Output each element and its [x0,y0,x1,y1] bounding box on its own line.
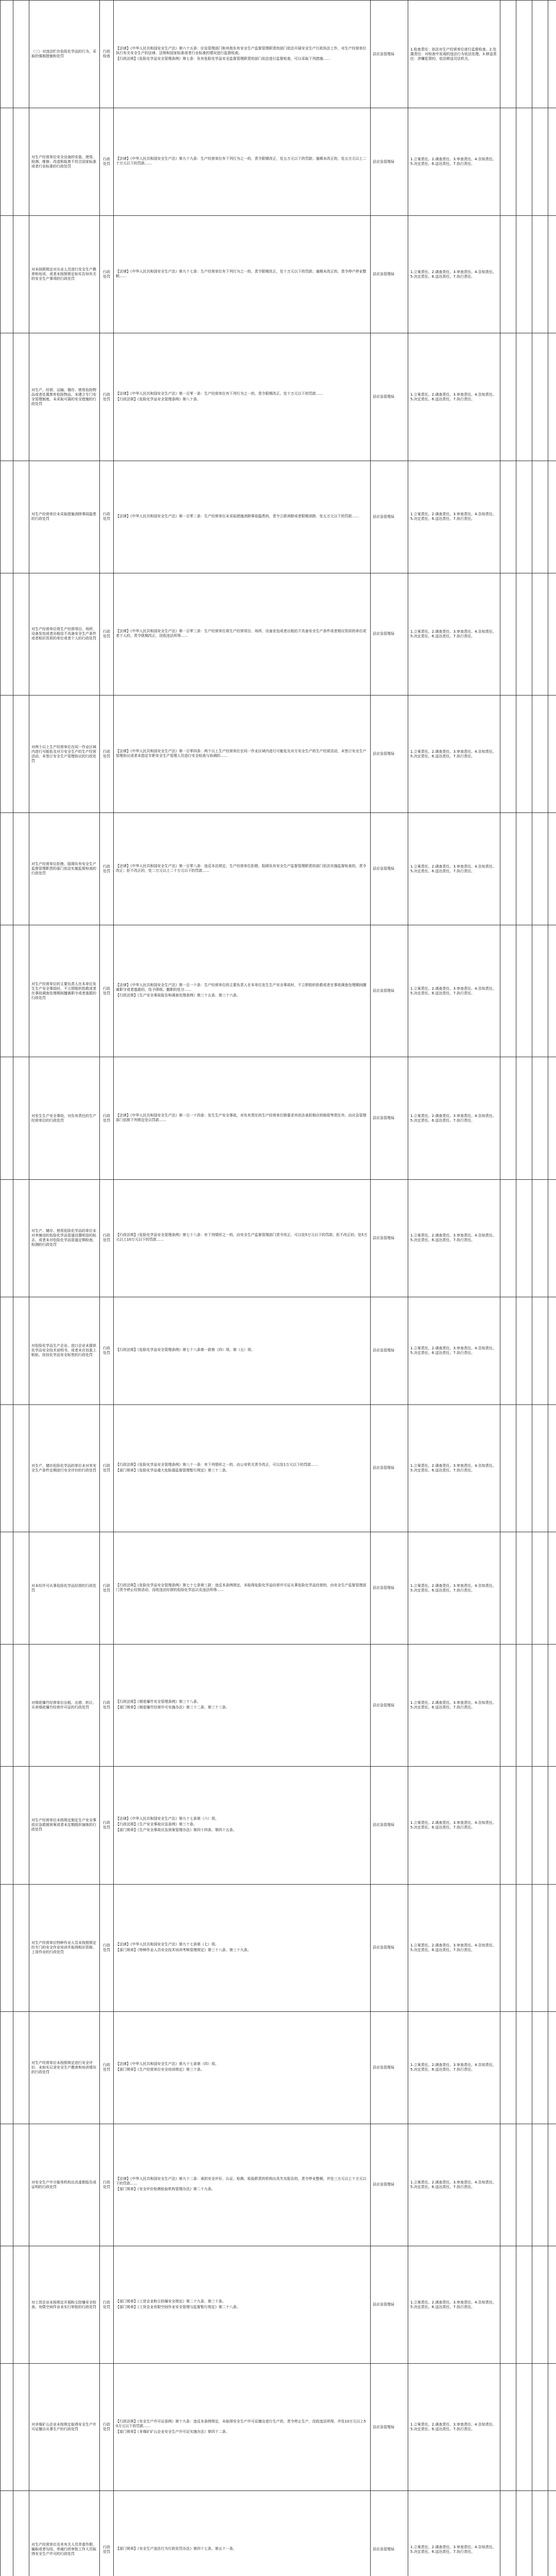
extra-cell-b [516,108,532,216]
responsibility-cell: 1.立案责任。2.调查责任。3.审查责任。4.告知责任。5.决定责任。6.送达责任。7.执行责任。 [408,461,500,573]
basis-paragraph: 【行政法规】《危险化学品安全管理条例》第七条：负有危险化学品安全监督管理职责的部门依法进行监督检查，可以采取下列措施…… [116,56,331,61]
table-row [1,695,556,812]
item-name-cell: 对生产、经营、运输、储存、使用危险物品或者处置废弃危险物品，未建立专门安全管理制度、未采取可靠的安全措施的行政处罚 [29,333,100,461]
item-name-cell: 对工贸企业未按规定开展粉尘防爆安全检查、有限空间作业未实行审批的行政处罚 [29,2246,100,2364]
basis-paragraph: 【法律】《中华人民共和国安全生产法》第一百零一条：生产经营单位有下列行为之一的，责令限期改正，处十万元以下的罚款…… [116,391,323,396]
responsible-dept-cell: 县应急管理局 [371,216,408,333]
responsibility-cell: 1.立案责任。2.调查责任。3.审查责任。4.告知责任。5.决定责任。6.送达责任。7.执行责任。 [408,1404,500,1532]
responsible-dept-cell: 县应急管理局 [371,1,408,108]
extra-cell-a [500,1297,516,1404]
extra-cell-c [532,2124,548,2246]
basis-paragraph: 【法律】《中华人民共和国安全生产法》第一百零三条：生产经营单位将生产经营项目、场所、设备发包或者出租给不具备安全生产条件或者相应资质的单位或者个人的，责令限期改正，没收违法所得…… [116,629,367,638]
extra-cell-c [532,2246,548,2364]
item-kind-cell: 行政处罚 [100,813,114,925]
row-index-cell [1,573,13,695]
row-code-cell [13,461,29,573]
row-code-cell [13,1,29,108]
legal-basis-cell [114,925,371,1057]
extra-cell-d [548,813,556,925]
basis-paragraph: 【部门规章】《生产经营单位安全培训规定》第三十条。 [116,2067,204,2072]
basis-paragraph: 【部门规章】《烟花爆竹经营许可实施办法》第三十二条、第三十三条。 [116,1705,230,1710]
extra-cell-b [516,1,532,108]
extra-cell-d [548,108,556,216]
responsible-dept-cell: 县应急管理局 [371,813,408,925]
row-index-cell [1,2246,13,2364]
responsibility-cell: 1.立案责任。2.调查责任。3.审查责任。4.告知责任。5.决定责任。6.送达责任。7.执行责任。 [408,2246,500,2364]
basis-paragraph: 【部门规章】《生产安全事故应急预案管理办法》第四十四条、第四十五条。 [116,1828,237,1833]
legal-basis-cell [114,813,371,925]
responsible-dept-cell: 县应急管理局 [371,1297,408,1404]
legal-basis-cell [114,695,371,812]
legal-basis-cell [114,1179,371,1297]
responsible-dept-cell: 县应急管理局 [371,2491,408,2576]
extra-cell-b [516,1297,532,1404]
responsible-dept-cell: 县应急管理局 [371,1645,408,1767]
row-code-cell [13,108,29,216]
row-code-cell [13,573,29,695]
item-name-cell: 对生产经营单位特种作业人员未按照规定经专门的安全作业培训并取得相应资格，上岗作业的行政处罚 [29,1884,100,2011]
table-row [1,1767,556,1884]
legal-basis-cell [114,1767,371,1884]
extra-cell-b [516,573,532,695]
responsibility-cell: 1.立案责任。2.调查责任。3.审查责任。4.告知责任。5.决定责任。6.送达责任。7.执行责任。 [408,2364,500,2491]
row-index-cell [1,1,13,108]
legal-basis-cell [114,461,371,573]
responsible-dept-cell: 县应急管理局 [371,2011,408,2124]
item-name-cell: 对两个以上生产经营单位在同一作业区域内进行可能危及对方安全生产的生产经营活动，未签订安全生产管理协议的行政处罚 [29,695,100,812]
extra-cell-c [532,108,548,216]
responsible-dept-cell: 县应急管理局 [371,1404,408,1532]
legal-basis-cell [114,2364,371,2491]
responsible-dept-cell: 县应急管理局 [371,2124,408,2246]
basis-paragraph: 【部门规章】《特种作业人员安全技术培训考核管理规定》第三十八条、第三十九条。 [116,1947,251,1952]
row-code-cell [13,1297,29,1404]
extra-cell-a [500,2124,516,2246]
basis-paragraph: 【部门规章】《安全生产违法行为行政处罚办法》第四十七条、第五十一条。 [116,2547,237,2551]
extra-cell-b [516,2491,532,2576]
extra-cell-c [532,1645,548,1767]
extra-cell-d [548,1532,556,1645]
item-name-cell: 对生产经营单位将生产经营项目、场所、设备发包或者出租给不具备安全生产条件或者相应资质的单位或者个人的行政处罚 [29,573,100,695]
item-kind-cell: 行政处罚 [100,216,114,333]
extra-cell-b [516,1057,532,1179]
basis-paragraph: 【法律】《中华人民共和国安全生产法》第九十二条：承担安全评价、认证、检测、检验职责的机构出具失实报告的，责令停业整顿，并处三万元以上十万元以下的罚款…… [116,2177,367,2186]
extra-cell-a [500,2364,516,2491]
row-code-cell [13,2246,29,2364]
extra-cell-c [532,695,548,812]
item-kind-cell: 行政处罚 [100,2124,114,2246]
extra-cell-d [548,1297,556,1404]
item-kind-cell: 行政处罚 [100,925,114,1057]
extra-cell-a [500,695,516,812]
table-row [1,813,556,925]
responsibility-cell: 1.立案责任。2.调查责任。3.审查责任。4.告知责任。5.决定责任。6.送达责任。7.执行责任。 [408,108,500,216]
item-kind-cell: 行政处罚 [100,695,114,812]
legal-basis-cell [114,573,371,695]
row-index-cell [1,1645,13,1767]
responsibility-cell: 1.立案责任。2.调查责任。3.审查责任。4.告知责任。5.决定责任。6.送达责任。7.执行责任。 [408,925,500,1057]
basis-paragraph: 【法律】《中华人民共和国安全生产法》第九十七条第（七）项。 [116,1942,219,1946]
row-index-cell [1,1179,13,1297]
basis-paragraph: 【行政法规】《安全生产许可证条例》第十九条：违反本条例规定，未取得安全生产许可证擅自进行生产的，责令停止生产，没收违法所得，并处10万元以上50万元以下的罚款…… [116,2419,366,2428]
basis-paragraph: 【行政法规】《危险化学品安全管理条例》第八十条。 [116,397,201,401]
row-index-cell [1,333,13,461]
row-index-cell [1,1532,13,1645]
row-code-cell [13,1532,29,1645]
basis-paragraph: 【法律】《中华人民共和国安全生产法》第九十七条第（六）项。 [116,1817,219,1821]
extra-cell-c [532,461,548,573]
legal-basis-cell [114,2491,371,2576]
basis-paragraph: 【部门规章】《安全评价检测检验机构管理办法》第二十九条。 [116,2187,215,2192]
row-index-cell [1,2124,13,2246]
extra-cell-b [516,461,532,573]
table-row [1,1,556,108]
extra-cell-d [548,1884,556,2011]
row-index-cell [1,2364,13,2491]
item-name-cell: 对烟花爆竹经营单位出租、出借、转让、买卖烟花爆竹经营许可证的行政处罚 [29,1645,100,1767]
item-name-cell: 对生产经营单位未按照规定进行安全评价、未如实记录安全生产教育和培训情况的行政处罚 [29,2011,100,2124]
extra-cell-b [516,216,532,333]
row-code-cell [13,1179,29,1297]
table-row [1,2124,556,2246]
extra-cell-c [532,1404,548,1532]
extra-cell-d [548,2246,556,2364]
extra-cell-d [548,1057,556,1179]
extra-cell-b [516,2124,532,2246]
table-row [1,925,556,1057]
row-code-cell [13,925,29,1057]
item-name-cell: 对生产经营单位的主要负责人在本单位发生生产安全事故时，不立即组织抢救或者在事故调查处理期间擅离职守或者逃匿的行政处罚 [29,925,100,1057]
responsible-dept-cell: 县应急管理局 [371,333,408,461]
row-index-cell [1,108,13,216]
extra-cell-c [532,2491,548,2576]
item-name-cell: 对生产经营单位拒绝、阻碍负有安全生产监督管理职责的部门依法实施监督检查的行政处罚 [29,813,100,925]
extra-cell-b [516,695,532,812]
item-kind-cell: 行政处罚 [100,1057,114,1179]
basis-paragraph: 【部门规章】《危险化学品重大危险源监督管理暂行规定》第三十二条。 [116,1468,230,1472]
extra-cell-a [500,333,516,461]
item-kind-cell: 行政处罚 [100,2011,114,2124]
responsible-dept-cell: 县应急管理局 [371,695,408,812]
responsibility-cell: 1.立案责任。2.调查责任。3.审查责任。4.告知责任。5.决定责任。6.送达责任。7.执行责任。 [408,1884,500,2011]
table-row [1,1297,556,1404]
responsible-dept-cell: 县应急管理局 [371,1057,408,1179]
item-kind-cell: 行政处罚 [100,1179,114,1297]
extra-cell-a [500,2011,516,2124]
table-row [1,2011,556,2124]
row-code-cell [13,216,29,333]
basis-paragraph: 【法律】《中华人民共和国安全生产法》第一百零二条：生产经营单位未采取措施消除事故隐患的，责令立即消除或者限期消除，处五万元以下的罚款…… [116,514,359,518]
responsible-dept-cell: 县应急管理局 [371,2364,408,2491]
extra-cell-d [548,1645,556,1767]
extra-cell-a [500,461,516,573]
item-name-cell: （三）对违法贮存危险化学品的行为，采取的强制措施和处罚 [29,1,100,108]
extra-cell-a [500,2246,516,2364]
extra-cell-a [500,1884,516,2011]
row-index-cell [1,813,13,925]
legal-basis-cell [114,2011,371,2124]
extra-cell-a [500,2491,516,2576]
extra-cell-c [532,2364,548,2491]
responsible-dept-cell: 县应急管理局 [371,108,408,216]
extra-cell-a [500,1532,516,1645]
row-code-cell [13,1404,29,1532]
basis-paragraph: 【法律】《中华人民共和国安全生产法》第一百零四条：两个以上生产经营单位在同一作业区域内进行可能危及对方安全生产的生产经营活动，未签订安全生产管理协议或者未指定专职安全生产管理人员进行安全检查与协调的…… [116,749,367,758]
item-name-cell: 对未按照规定对从业人员进行安全生产教育和培训，或者未按照规定如实告知有关的安全生产事项的行政处罚 [29,216,100,333]
basis-paragraph: 【部门规章】《非煤矿矿山企业安全生产许可证实施办法》第四十二条。 [116,2429,230,2434]
extra-cell-d [548,2124,556,2246]
legal-basis-cell [114,2124,371,2246]
basis-paragraph: 【法律】《中华人民共和国安全生产法》第九十九条：生产经营单位有下列行为之一的，责令限期改正，处五万元以下的罚款；逾期未改正的，处五万元以上二十万元以下的罚款…… [116,157,367,166]
extra-cell-a [500,1057,516,1179]
row-code-cell [13,1884,29,2011]
responsibility-cell: 1.立案责任。2.调查责任。3.审查责任。4.告知责任。5.决定责任。6.送达责任。7.执行责任。 [408,2491,500,2576]
legal-basis-cell [114,1404,371,1532]
responsible-dept-cell: 县应急管理局 [371,925,408,1057]
extra-cell-c [532,1,548,108]
table-row [1,1532,556,1645]
extra-cell-c [532,1767,548,1884]
extra-cell-a [500,1,516,108]
basis-paragraph: 【法律】《中华人民共和国安全生产法》第一百一十四条：发生生产安全事故，对负有责任的生产经营单位除要求其依法承担相应的赔偿等责任外，由应急管理部门依照下列规定处以罚款…… [116,1113,367,1122]
extra-cell-a [500,1645,516,1767]
row-index-cell [1,2011,13,2124]
item-kind-cell: 行政处罚 [100,108,114,216]
legal-basis-cell [114,333,371,461]
responsibility-cell: 1.立案责任。2.调查责任。3.审查责任。4.告知责任。5.决定责任。6.送达责任。7.执行责任。 [408,1645,500,1767]
responsible-dept-cell: 县应急管理局 [371,573,408,695]
extra-cell-d [548,2364,556,2491]
legal-basis-cell [114,1884,371,2011]
responsibility-cell: 1.立案责任。2.调查责任。3.审查责任。4.告知责任。5.决定责任。6.送达责任。7.执行责任。 [408,1767,500,1884]
row-index-cell [1,461,13,573]
row-code-cell [13,1057,29,1179]
table-body [1,1,556,2576]
table-row [1,333,556,461]
responsibility-cell: 1.立案责任。2.调查责任。3.审查责任。4.告知责任。5.决定责任。6.送达责任。7.执行责任。 [408,1057,500,1179]
item-kind-cell: 行政处罚 [100,1404,114,1532]
table-row [1,1179,556,1297]
extra-cell-d [548,925,556,1057]
basis-paragraph: 【法律】《中华人民共和国安全生产法》第六十五条：应急管理部门和其他负有安全生产监督管理职责的部门依法开展安全生产行政执法工作，对生产经营单位执行有关安全生产的法律、法规和国家标准或者行业标准的情况进行监督检查。 [116,46,367,55]
extra-cell-d [548,216,556,333]
extra-cell-a [500,573,516,695]
item-kind-cell: 行政处罚 [100,2246,114,2364]
row-code-cell [13,2011,29,2124]
responsibility-cell: 1.立案责任。2.调查责任。3.审查责任。4.告知责任。5.决定责任。6.送达责任。7.执行责任。 [408,1297,500,1404]
basis-paragraph: 【行政法规】《危险化学品安全管理条例》第八十一条：有下列情形之一的，由公安机关责令改正，可以处1万元以下的罚款…… [116,1462,318,1467]
extra-cell-b [516,813,532,925]
row-index-cell [1,1404,13,1532]
extra-cell-b [516,2246,532,2364]
item-name-cell: 对非煤矿山企业未按规定取得安全生产许可证擅自从事生产的行政处罚 [29,2364,100,2491]
responsibility-cell: 1.立案责任。2.调查责任。3.审查责任。4.告知责任。5.决定责任。6.送达责任。7.执行责任。 [408,333,500,461]
table-row [1,573,556,695]
extra-cell-d [548,1179,556,1297]
extra-cell-c [532,573,548,695]
table-row [1,2491,556,2576]
table-row [1,1884,556,2011]
extra-cell-d [548,1404,556,1532]
extra-cell-a [500,1767,516,1884]
responsibility-cell: 1.立案责任。2.调查责任。3.审查责任。4.告知责任。5.决定责任。6.送达责任。7.执行责任。 [408,573,500,695]
row-code-cell [13,2491,29,2576]
row-code-cell [13,1767,29,1884]
row-index-cell [1,1297,13,1404]
item-kind-cell: 行政处罚 [100,2364,114,2491]
item-kind-cell: 行政处罚 [100,1297,114,1404]
extra-cell-c [532,2011,548,2124]
item-kind-cell: 行政处罚 [100,333,114,461]
extra-cell-c [532,1884,548,2011]
item-name-cell: 对生产、储存危险化学品的单位未对其安全生产条件定期进行安全评价的行政处罚 [29,1404,100,1532]
extra-cell-b [516,925,532,1057]
responsible-dept-cell: 县应急管理局 [371,1884,408,2011]
table-row [1,216,556,333]
basis-paragraph: 【法律】《中华人民共和国安全生产法》第九十七条第（四）项。 [116,2062,219,2066]
extra-cell-c [532,1532,548,1645]
extra-cell-c [532,1057,548,1179]
row-code-cell [13,2364,29,2491]
item-kind-cell: 行政处罚 [100,461,114,573]
legal-basis-cell [114,108,371,216]
legal-basis-cell [114,1,371,108]
extra-cell-b [516,1532,532,1645]
responsibility-cell: 1.立案责任。2.调查责任。3.审查责任。4.告知责任。5.决定责任。6.送达责任。7.执行责任。 [408,695,500,812]
responsible-dept-cell: 县应急管理局 [371,1532,408,1645]
extra-cell-b [516,1884,532,2011]
basis-paragraph: 【部门规章】《工贸企业粉尘防爆安全规定》第二十九条、第三十条。 [116,2299,226,2303]
item-name-cell: 对生产经营单位未按规定制定生产安全事故应急救援预案或者未定期组织演练的行政处罚 [29,1767,100,1884]
basis-paragraph: 【法律】《中华人民共和国安全生产法》第一百零八条：违反本法规定，生产经营单位拒绝、阻碍负有安全生产监督管理职责的部门依法实施监督检查的，责令改正；拒不改正的，处二万元以上二十万元以下的罚款…… [116,863,367,873]
responsibility-cell: 1.检查责任：依法对生产经营单位进行监督检查。2.处置责任：对检查中发现的违法行为依法处理。3.移送责任：涉嫌犯罪的，依法移送司法机关。 [408,1,500,108]
responsible-dept-cell: 县应急管理局 [371,1179,408,1297]
row-index-cell [1,695,13,812]
row-code-cell [13,1645,29,1767]
extra-cell-b [516,1767,532,1884]
extra-cell-c [532,333,548,461]
extra-cell-a [500,108,516,216]
table-row [1,1057,556,1179]
legal-basis-cell [114,1532,371,1645]
responsibility-cell: 1.立案责任。2.调查责任。3.审查责任。4.告知责任。5.决定责任。6.送达责任。7.执行责任。 [408,2011,500,2124]
item-kind-cell: 行政处罚 [100,1767,114,1884]
table-row [1,1645,556,1767]
extra-cell-b [516,1179,532,1297]
extra-cell-d [548,1767,556,1884]
basis-paragraph: 【行政法规】《危险化学品安全管理条例》第七十七条第三款：违反本条例规定，未取得危险化学品经营许可证从事危险化学品经营的，由安全生产监督管理部门责令停止经营活动，没收违法经营的危险化学品以及违法所得…… [116,1583,367,1592]
row-index-cell [1,1767,13,1884]
basis-paragraph: 【行政法规】《危险化学品安全管理条例》第七十八条：有下列情形之一的，由安全生产监督管理部门责令改正，可以处5万元以下的罚款；拒不改正的，处5万元以上10万元以下的罚款…… [116,1233,368,1242]
extra-cell-c [532,216,548,333]
responsibility-cell: 1.立案责任。2.调查责任。3.审查责任。4.告知责任。5.决定责任。6.送达责任。7.执行责任。 [408,1532,500,1645]
legal-basis-cell [114,2246,371,2364]
extra-cell-d [548,461,556,573]
extra-cell-d [548,573,556,695]
item-name-cell: 对危险化学品生产企业、进口企业未提供化学品安全技术说明书，或者未在包装上粘贴、拴挂化学品安全标签的行政处罚 [29,1297,100,1404]
basis-paragraph: 【部门规章】《工贸企业有限空间作业安全管理与监督暂行规定》第二十八条。 [116,2304,240,2309]
basis-paragraph: 【法律】《中华人民共和国安全生产法》第九十七条：生产经营单位有下列行为之一的，责令限期改正，处十万元以下的罚款；逾期未改正的，责令停产停业整顿…… [116,269,367,278]
row-index-cell [1,925,13,1057]
extra-cell-c [532,925,548,1057]
responsibility-cell: 1.立案责任。2.调查责任。3.审查责任。4.告知责任。5.决定责任。6.送达责任。7.执行责任。 [408,813,500,925]
legal-basis-cell [114,1645,371,1767]
item-kind-cell: 行政处罚 [100,1884,114,2011]
extra-cell-b [516,1404,532,1532]
extra-cell-c [532,1297,548,1404]
extra-cell-a [500,1404,516,1532]
item-name-cell: 对生产、储存、使用危险化学品的单位未对其铺设的危险化学品管道设置明显的标志，或者未对危险化学品管道定期检查、检测的行政处罚 [29,1179,100,1297]
item-name-cell: 对发生生产安全事故，对负有责任的生产经营单位的行政处罚 [29,1057,100,1179]
basis-paragraph: 【行政法规】《生产安全事故报告和调查处理条例》第三十五条、第三十六条。 [116,993,240,998]
row-index-cell [1,216,13,333]
legal-basis-cell [114,1057,371,1179]
extra-cell-d [548,695,556,812]
row-index-cell [1,1057,13,1179]
responsible-dept-cell: 县应急管理局 [371,1767,408,1884]
table-row [1,1404,556,1532]
item-kind-cell: 行政处罚 [100,1645,114,1767]
responsibility-cell: 1.立案责任。2.调查责任。3.审查责任。4.告知责任。5.决定责任。6.送达责任。7.执行责任。 [408,2124,500,2246]
extra-cell-b [516,2364,532,2491]
extra-cell-d [548,1,556,108]
basis-paragraph: 【行政法规】《生产安全事故应急条例》第三十条。 [116,1822,197,1827]
item-kind-cell: 行政检查 [100,1,114,108]
basis-paragraph: 【行政法规】《危险化学品安全管理条例》第七十八条第一款第（四）项、第（五）项。 [116,1348,255,1352]
extra-cell-b [516,333,532,461]
row-code-cell [13,813,29,925]
basis-paragraph: 【行政法规】《烟花爆竹安全管理条例》第三十八条。 [116,1700,201,1704]
responsibility-cell: 1.立案责任。2.调查责任。3.审查责任。4.告知责任。5.决定责任。6.送达责任。7.执行责任。 [408,216,500,333]
row-index-cell [1,1884,13,2011]
extra-cell-a [500,216,516,333]
extra-cell-d [548,2011,556,2124]
extra-cell-d [548,333,556,461]
item-name-cell: 对安全生产中介服务机构出具虚假报告或证明的行政处罚 [29,2124,100,2246]
extra-cell-b [516,1645,532,1767]
table-row [1,461,556,573]
responsible-dept-cell: 县应急管理局 [371,461,408,573]
row-index-cell [1,2491,13,2576]
row-code-cell [13,695,29,812]
legal-basis-cell [114,216,371,333]
item-name-cell: 对生产经营单位安全设备的安装、使用、检测、维修、改造和报废不符合国家标准或者行业标准的行政处罚 [29,108,100,216]
item-kind-cell: 行政处罚 [100,573,114,695]
item-name-cell: 对生产经营单位及其有关人员弄虚作假，骗取或者勾结、串通行政审批工作人员取得安全生产许可的行政处罚 [29,2491,100,2576]
responsibility-cell: 1.立案责任。2.调查责任。3.审查责任。4.告知责任。5.决定责任。6.送达责任。7.执行责任。 [408,1179,500,1297]
extra-cell-a [500,1179,516,1297]
item-kind-cell: 行政处罚 [100,2491,114,2576]
legal-basis-cell [114,1297,371,1404]
basis-paragraph: 【法律】《中华人民共和国安全生产法》第一百一十条：生产经营单位的主要负责人在本单位发生生产安全事故时，不立即组织抢救或者在事故调查处理期间擅离职守或者逃匿的，给予降级、撤职的处分…… [116,983,367,992]
item-kind-cell: 行政处罚 [100,1532,114,1645]
table-row [1,2246,556,2364]
item-name-cell: 对生产经营单位未采取措施消除事故隐患的行政处罚 [29,461,100,573]
extra-cell-a [500,813,516,925]
row-code-cell [13,333,29,461]
table-row [1,2364,556,2491]
table-row [1,108,556,216]
extra-cell-a [500,925,516,1057]
item-name-cell: 对未经许可从事危险化学品经营的行政处罚 [29,1532,100,1645]
extra-cell-c [532,1179,548,1297]
responsible-dept-cell: 县应急管理局 [371,2246,408,2364]
extra-cell-d [548,2491,556,2576]
extra-cell-c [532,813,548,925]
row-code-cell [13,2124,29,2246]
extra-cell-b [516,2011,532,2124]
